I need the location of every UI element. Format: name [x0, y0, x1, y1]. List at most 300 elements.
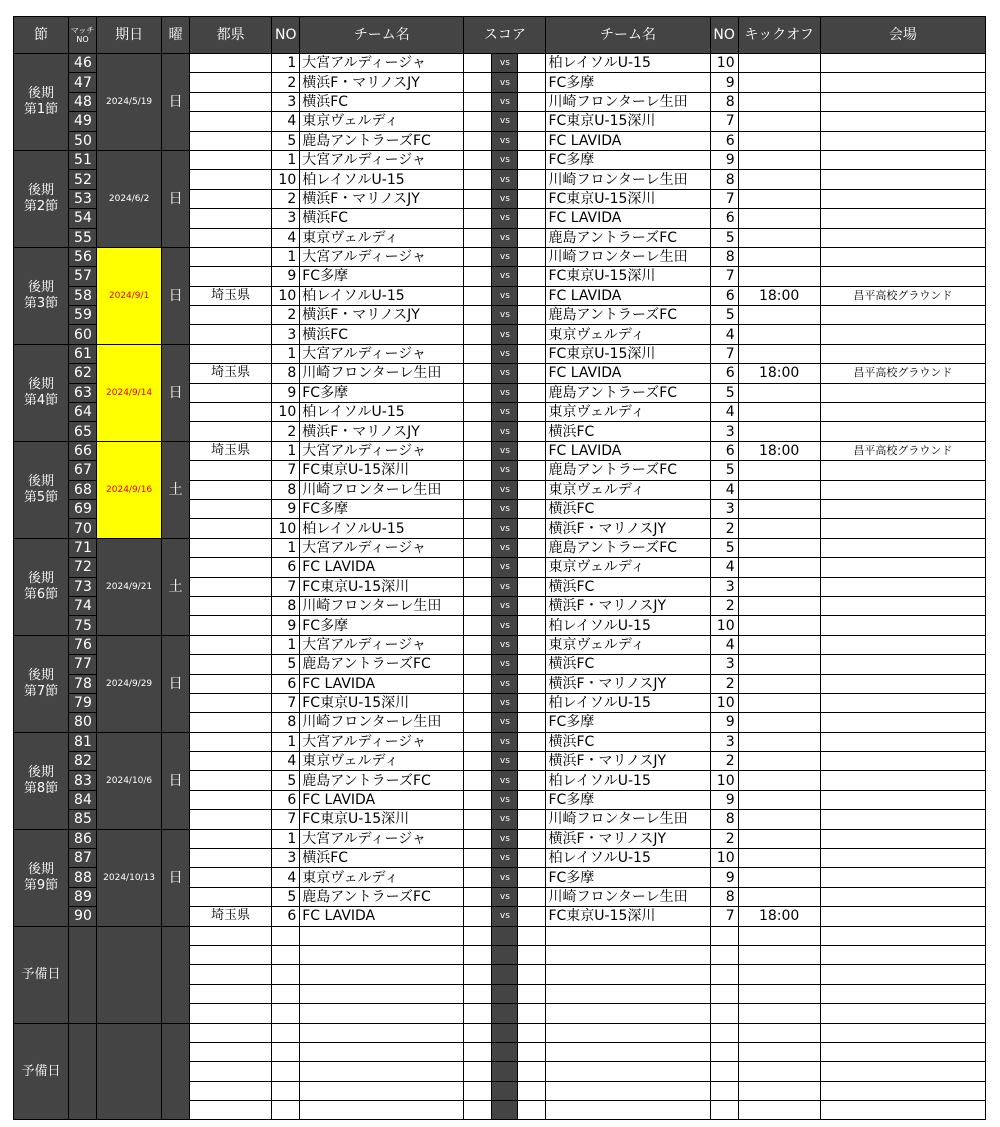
reserve-pref: [190, 965, 272, 984]
home-team-no: 1: [272, 344, 300, 363]
prefecture-cell: [190, 267, 272, 286]
home-score-cell: [464, 810, 492, 829]
day-of-week: 日: [162, 150, 190, 247]
away-team-name: 横浜FC: [546, 499, 710, 518]
kickoff-time: [738, 461, 820, 480]
home-score-cell: [464, 713, 492, 732]
vs-label: vs: [492, 54, 518, 73]
away-team-no: 4: [710, 325, 738, 344]
home-team-no: 6: [272, 790, 300, 809]
match-date: 2024/9/16: [97, 441, 162, 538]
round-label: 後期 第7節: [14, 635, 69, 732]
home-team-no: 8: [272, 713, 300, 732]
vs-label: vs: [492, 810, 518, 829]
venue-name: [820, 868, 985, 887]
away-team-no: 10: [710, 771, 738, 790]
vs-label: vs: [492, 887, 518, 906]
away-score-cell: [518, 829, 546, 848]
home-score-cell: [464, 752, 492, 771]
kickoff-time: [738, 209, 820, 228]
away-score-cell: [518, 655, 546, 674]
reserve-score1: [464, 1042, 492, 1061]
venue-name: [820, 150, 985, 169]
reserve-day-label: 予備日: [14, 1023, 69, 1120]
kickoff-time: [738, 228, 820, 247]
kickoff-time: [738, 499, 820, 518]
reserve-pref: [190, 1004, 272, 1023]
home-team-no: 5: [272, 131, 300, 150]
away-team-no: 8: [710, 887, 738, 906]
vs-label: vs: [492, 596, 518, 615]
away-team-name: 柏レイソルU-15: [546, 54, 710, 73]
prefecture-cell: [190, 616, 272, 635]
reserve-no1: [272, 1042, 300, 1061]
away-team-name: FC LAVIDA: [546, 209, 710, 228]
reserve-match-number: [69, 926, 97, 1023]
reserve-score1: [464, 1023, 492, 1042]
vs-label: vs: [492, 344, 518, 363]
header-match-no: マッチNO: [69, 17, 97, 54]
home-team-name: 東京ヴェルディ: [300, 112, 464, 131]
away-team-name: FC東京U-15深川: [546, 907, 710, 926]
reserve-team1: [300, 945, 464, 964]
away-score-cell: [518, 480, 546, 499]
kickoff-time: [738, 344, 820, 363]
reserve-kickoff: [738, 1081, 820, 1100]
venue-name: [820, 616, 985, 635]
match-number: 54: [69, 209, 97, 228]
home-team-name: 東京ヴェルディ: [300, 752, 464, 771]
away-score-cell: [518, 674, 546, 693]
match-date: 2024/10/6: [97, 732, 162, 829]
home-score-cell: [464, 131, 492, 150]
venue-name: [820, 849, 985, 868]
reserve-score1: [464, 1004, 492, 1023]
reserve-score1: [464, 1062, 492, 1081]
reserve-team1: [300, 1101, 464, 1120]
round-label: 後期 第4節: [14, 344, 69, 441]
away-score-cell: [518, 54, 546, 73]
kickoff-time: [738, 887, 820, 906]
away-team-no: 6: [710, 131, 738, 150]
home-score-cell: [464, 635, 492, 654]
away-team-no: 9: [710, 713, 738, 732]
venue-name: [820, 92, 985, 111]
reserve-team2: [546, 1081, 710, 1100]
reserve-team1: [300, 926, 464, 945]
venue-name: [820, 403, 985, 422]
home-team-name: 柏レイソルU-15: [300, 170, 464, 189]
reserve-score1: [464, 965, 492, 984]
venue-name: [820, 461, 985, 480]
reserve-team2: [546, 926, 710, 945]
vs-label: vs: [492, 441, 518, 460]
away-team-no: 2: [710, 596, 738, 615]
home-team-name: FC東京U-15深川: [300, 810, 464, 829]
reserve-vs: [492, 965, 518, 984]
home-team-no: 1: [272, 150, 300, 169]
reserve-no2: [710, 1042, 738, 1061]
prefecture-cell: [190, 461, 272, 480]
prefecture-cell: 埼玉県: [190, 364, 272, 383]
home-team-name: 大宮アルディージャ: [300, 441, 464, 460]
round-label: 後期 第2節: [14, 150, 69, 247]
home-team-name: 横浜FC: [300, 209, 464, 228]
venue-name: [820, 790, 985, 809]
away-score-cell: [518, 267, 546, 286]
away-team-name: 横浜F・マリノスJY: [546, 829, 710, 848]
home-team-name: 大宮アルディージャ: [300, 247, 464, 266]
prefecture-cell: [190, 577, 272, 596]
away-team-no: 9: [710, 790, 738, 809]
reserve-kickoff: [738, 1062, 820, 1081]
home-score-cell: [464, 228, 492, 247]
away-team-no: 5: [710, 383, 738, 402]
venue-name: [820, 499, 985, 518]
away-team-no: 10: [710, 849, 738, 868]
prefecture-cell: [190, 693, 272, 712]
away-team-no: 3: [710, 499, 738, 518]
venue-name: [820, 810, 985, 829]
away-team-no: 8: [710, 170, 738, 189]
home-team-name: 横浜F・マリノスJY: [300, 306, 464, 325]
home-team-name: FC多摩: [300, 383, 464, 402]
home-team-name: FC東京U-15深川: [300, 461, 464, 480]
kickoff-time: [738, 422, 820, 441]
home-team-no: 7: [272, 693, 300, 712]
away-team-name: 鹿島アントラーズFC: [546, 538, 710, 557]
away-team-name: FC LAVIDA: [546, 364, 710, 383]
away-score-cell: [518, 383, 546, 402]
home-score-cell: [464, 461, 492, 480]
reserve-no1: [272, 984, 300, 1003]
away-team-no: 10: [710, 616, 738, 635]
match-number: 73: [69, 577, 97, 596]
vs-label: vs: [492, 752, 518, 771]
home-score-cell: [464, 422, 492, 441]
match-number: 75: [69, 616, 97, 635]
home-score-cell: [464, 267, 492, 286]
home-team-name: 大宮アルディージャ: [300, 538, 464, 557]
away-score-cell: [518, 752, 546, 771]
home-team-no: 9: [272, 499, 300, 518]
kickoff-time: 18:00: [738, 286, 820, 305]
prefecture-cell: [190, 810, 272, 829]
away-score-cell: [518, 286, 546, 305]
vs-label: vs: [492, 228, 518, 247]
match-row: [14, 538, 986, 557]
away-score-cell: [518, 403, 546, 422]
prefecture-cell: [190, 112, 272, 131]
kickoff-time: [738, 810, 820, 829]
reserve-score2: [518, 1004, 546, 1023]
prefecture-cell: [190, 887, 272, 906]
match-number: 84: [69, 790, 97, 809]
match-number: 67: [69, 461, 97, 480]
prefecture-cell: [190, 150, 272, 169]
reserve-team1: [300, 1042, 464, 1061]
home-team-no: 1: [272, 635, 300, 654]
match-row: [14, 732, 986, 751]
away-score-cell: [518, 616, 546, 635]
kickoff-time: [738, 480, 820, 499]
reserve-dow: [162, 926, 190, 1023]
day-of-week: 土: [162, 538, 190, 635]
match-number: 47: [69, 73, 97, 92]
away-team-name: 東京ヴェルディ: [546, 558, 710, 577]
day-of-week: 土: [162, 441, 190, 538]
home-score-cell: [464, 790, 492, 809]
home-team-name: 大宮アルディージャ: [300, 732, 464, 751]
away-team-no: 7: [710, 907, 738, 926]
reserve-team1: [300, 1081, 464, 1100]
home-score-cell: [464, 209, 492, 228]
home-team-name: FC多摩: [300, 499, 464, 518]
reserve-venue: [820, 1023, 985, 1042]
home-score-cell: [464, 112, 492, 131]
reserve-score1: [464, 945, 492, 964]
away-team-name: FC LAVIDA: [546, 286, 710, 305]
venue-name: [820, 538, 985, 557]
reserve-no1: [272, 1023, 300, 1042]
prefecture-cell: [190, 771, 272, 790]
away-team-name: 横浜FC: [546, 655, 710, 674]
away-team-no: 4: [710, 480, 738, 499]
kickoff-time: [738, 112, 820, 131]
vs-label: vs: [492, 907, 518, 926]
match-number: 65: [69, 422, 97, 441]
away-team-no: 6: [710, 209, 738, 228]
away-score-cell: [518, 112, 546, 131]
venue-name: [820, 383, 985, 402]
reserve-kickoff: [738, 926, 820, 945]
home-score-cell: [464, 189, 492, 208]
vs-label: vs: [492, 849, 518, 868]
vs-label: vs: [492, 209, 518, 228]
vs-label: vs: [492, 461, 518, 480]
away-score-cell: [518, 170, 546, 189]
reserve-kickoff: [738, 1023, 820, 1042]
match-number: 82: [69, 752, 97, 771]
vs-label: vs: [492, 868, 518, 887]
kickoff-time: [738, 790, 820, 809]
away-score-cell: [518, 907, 546, 926]
home-team-name: 横浜FC: [300, 849, 464, 868]
header-no2: NO: [710, 17, 738, 54]
away-score-cell: [518, 461, 546, 480]
header-pref: 都県: [190, 17, 272, 54]
match-date: 2024/6/2: [97, 150, 162, 247]
away-team-no: 9: [710, 150, 738, 169]
vs-label: vs: [492, 92, 518, 111]
kickoff-time: [738, 306, 820, 325]
venue-name: [820, 519, 985, 538]
prefecture-cell: [190, 54, 272, 73]
home-team-name: 柏レイソルU-15: [300, 519, 464, 538]
day-of-week: 日: [162, 829, 190, 926]
day-of-week: 日: [162, 54, 190, 151]
home-team-no: 3: [272, 92, 300, 111]
prefecture-cell: [190, 558, 272, 577]
prefecture-cell: [190, 209, 272, 228]
vs-label: vs: [492, 558, 518, 577]
prefecture-cell: [190, 752, 272, 771]
reserve-score2: [518, 1062, 546, 1081]
kickoff-time: [738, 150, 820, 169]
away-team-no: 6: [710, 441, 738, 460]
away-score-cell: [518, 577, 546, 596]
home-score-cell: [464, 364, 492, 383]
kickoff-time: [738, 325, 820, 344]
away-team-name: 東京ヴェルディ: [546, 325, 710, 344]
vs-label: vs: [492, 480, 518, 499]
home-team-no: 2: [272, 73, 300, 92]
match-number: 77: [69, 655, 97, 674]
reserve-no1: [272, 926, 300, 945]
reserve-pref: [190, 1062, 272, 1081]
away-team-no: 5: [710, 306, 738, 325]
away-team-name: 柏レイソルU-15: [546, 693, 710, 712]
home-team-no: 8: [272, 364, 300, 383]
away-score-cell: [518, 596, 546, 615]
reserve-no1: [272, 1004, 300, 1023]
home-score-cell: [464, 829, 492, 848]
away-score-cell: [518, 92, 546, 111]
header-setsu: 節: [14, 17, 69, 54]
kickoff-time: [738, 383, 820, 402]
match-number: 71: [69, 538, 97, 557]
match-number: 74: [69, 596, 97, 615]
prefecture-cell: [190, 403, 272, 422]
kickoff-time: [738, 616, 820, 635]
away-team-name: FC東京U-15深川: [546, 112, 710, 131]
match-number: 46: [69, 54, 97, 73]
home-team-name: 川崎フロンターレ生田: [300, 596, 464, 615]
home-score-cell: [464, 286, 492, 305]
reserve-vs: [492, 1081, 518, 1100]
reserve-no2: [710, 965, 738, 984]
match-number: 55: [69, 228, 97, 247]
away-team-name: FC多摩: [546, 73, 710, 92]
home-team-no: 1: [272, 441, 300, 460]
venue-name: [820, 344, 985, 363]
home-team-no: 10: [272, 403, 300, 422]
kickoff-time: [738, 596, 820, 615]
home-team-no: 2: [272, 189, 300, 208]
venue-name: [820, 596, 985, 615]
away-team-name: 柏レイソルU-15: [546, 616, 710, 635]
venue-name: [820, 189, 985, 208]
home-score-cell: [464, 538, 492, 557]
match-number: 56: [69, 247, 97, 266]
home-score-cell: [464, 403, 492, 422]
home-score-cell: [464, 519, 492, 538]
vs-label: vs: [492, 771, 518, 790]
home-team-no: 10: [272, 519, 300, 538]
vs-label: vs: [492, 616, 518, 635]
away-score-cell: [518, 732, 546, 751]
home-score-cell: [464, 674, 492, 693]
prefecture-cell: [190, 73, 272, 92]
reserve-team2: [546, 1101, 710, 1120]
reserve-team2: [546, 965, 710, 984]
home-team-no: 5: [272, 887, 300, 906]
reserve-score2: [518, 965, 546, 984]
reserve-date: [97, 926, 162, 1023]
vs-label: vs: [492, 577, 518, 596]
venue-name: [820, 54, 985, 73]
away-score-cell: [518, 73, 546, 92]
away-score-cell: [518, 228, 546, 247]
home-score-cell: [464, 596, 492, 615]
venue-name: [820, 325, 985, 344]
kickoff-time: [738, 771, 820, 790]
header-no1: NO: [272, 17, 300, 54]
reserve-pref: [190, 1081, 272, 1100]
home-team-name: FC LAVIDA: [300, 674, 464, 693]
reserve-team2: [546, 1004, 710, 1023]
reserve-vs: [492, 1042, 518, 1061]
away-score-cell: [518, 519, 546, 538]
away-score-cell: [518, 635, 546, 654]
away-score-cell: [518, 771, 546, 790]
away-score-cell: [518, 887, 546, 906]
home-score-cell: [464, 655, 492, 674]
reserve-venue: [820, 1004, 985, 1023]
venue-name: [820, 829, 985, 848]
reserve-kickoff: [738, 945, 820, 964]
home-team-name: 鹿島アントラーズFC: [300, 655, 464, 674]
day-of-week: 日: [162, 635, 190, 732]
home-team-name: 大宮アルディージャ: [300, 344, 464, 363]
venue-name: 昌平高校グラウンド: [820, 286, 985, 305]
away-score-cell: [518, 325, 546, 344]
home-score-cell: [464, 732, 492, 751]
reserve-no2: [710, 1081, 738, 1100]
kickoff-time: [738, 849, 820, 868]
venue-name: [820, 170, 985, 189]
vs-label: vs: [492, 247, 518, 266]
away-score-cell: [518, 713, 546, 732]
home-score-cell: [464, 499, 492, 518]
away-team-no: 4: [710, 558, 738, 577]
away-score-cell: [518, 849, 546, 868]
reserve-vs: [492, 1062, 518, 1081]
home-score-cell: [464, 868, 492, 887]
vs-label: vs: [492, 150, 518, 169]
home-team-no: 9: [272, 267, 300, 286]
away-score-cell: [518, 558, 546, 577]
away-score-cell: [518, 364, 546, 383]
reserve-no2: [710, 984, 738, 1003]
vs-label: vs: [492, 325, 518, 344]
reserve-team1: [300, 1023, 464, 1042]
away-team-name: FC多摩: [546, 868, 710, 887]
reserve-score2: [518, 1042, 546, 1061]
home-team-name: 大宮アルディージャ: [300, 150, 464, 169]
away-team-no: 5: [710, 461, 738, 480]
reserve-venue: [820, 965, 985, 984]
prefecture-cell: [190, 538, 272, 557]
reserve-vs: [492, 926, 518, 945]
away-team-no: 9: [710, 73, 738, 92]
away-team-no: 8: [710, 247, 738, 266]
match-number: 61: [69, 344, 97, 363]
away-team-name: FC東京U-15深川: [546, 189, 710, 208]
reserve-pref: [190, 945, 272, 964]
away-team-no: 5: [710, 228, 738, 247]
home-score-cell: [464, 616, 492, 635]
